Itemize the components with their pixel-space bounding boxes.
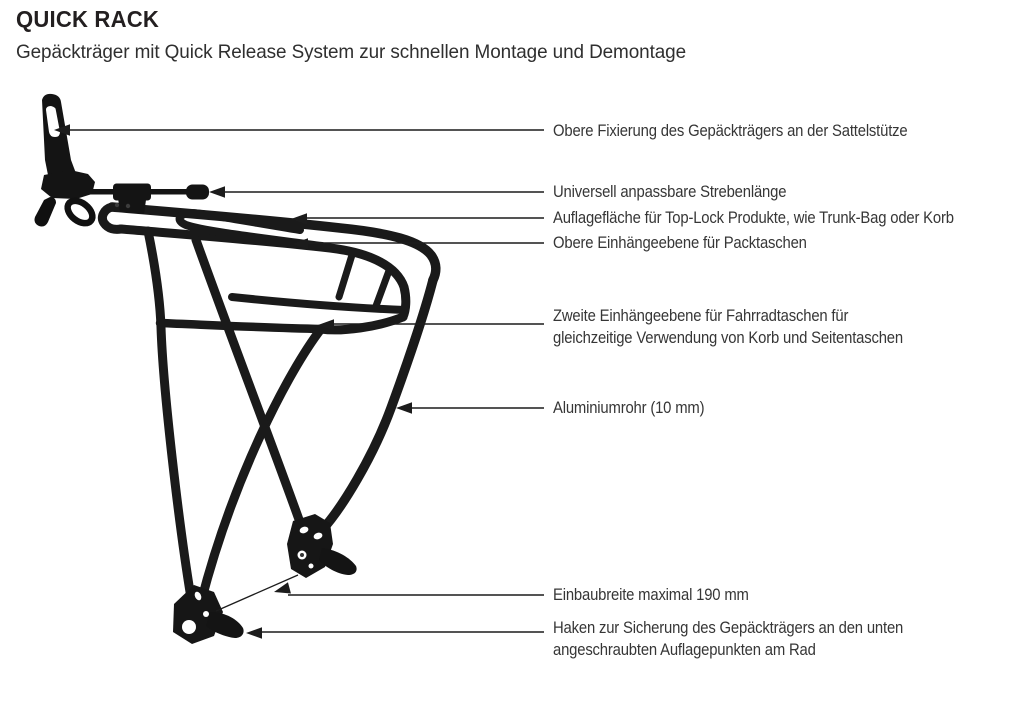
arrowhead-2 bbox=[209, 186, 225, 198]
strut-end-cap bbox=[186, 185, 209, 200]
strut-deck-clamp bbox=[118, 198, 146, 214]
rear-dropout bbox=[287, 514, 357, 578]
fan-strut-1 bbox=[339, 255, 352, 297]
page-subtitle: Gepäckträger mit Quick Release System zur schnellen Montage und Demontage bbox=[16, 41, 686, 63]
front-leg-tube bbox=[148, 231, 191, 598]
callout-leader-7 bbox=[272, 582, 544, 597]
callout-leader-8 bbox=[246, 627, 544, 639]
callout-label-second-hanging-level bbox=[553, 305, 903, 349]
callout-text: Einbaubreite maximal 190 mm bbox=[553, 586, 749, 604]
callout-text: Aluminiumrohr (10 mm) bbox=[553, 399, 705, 417]
seatpost-clamp bbox=[35, 94, 210, 228]
callout-text: Zweite Einhängeebene für Fahrradtaschen für bbox=[553, 307, 849, 325]
strut-sleeve bbox=[113, 184, 151, 201]
rear-plate-bolt-center bbox=[300, 553, 304, 557]
rear-plate-hole-3 bbox=[309, 564, 314, 569]
callout-label-toplock-surface bbox=[553, 207, 954, 229]
front-plate-hole-large bbox=[182, 620, 196, 634]
callout-text-line2: gleichzeitige Verwendung von Korb und Seitentaschen bbox=[553, 329, 903, 347]
callout-label-upper-hanging-level bbox=[553, 232, 807, 254]
callout-label-strut-length bbox=[553, 181, 786, 203]
page-title: QUICK RACK bbox=[16, 6, 159, 32]
callout-label-aluminium-tube bbox=[553, 397, 704, 419]
callout-label-securing-hooks bbox=[553, 617, 903, 661]
callout-leader-1 bbox=[54, 124, 544, 136]
callout-text: Obere Fixierung des Gepäckträgers an der Sattelstütze bbox=[553, 122, 908, 140]
clamp-bolt-2 bbox=[126, 204, 130, 208]
arrowhead-6 bbox=[396, 402, 412, 414]
callout-text: Auflagefläche für Top-Lock Produkte, wie Trunk-Bag oder Korb bbox=[553, 209, 954, 227]
fan-strut-2 bbox=[376, 268, 390, 306]
callout-text: Universell anpassbare Strebenlänge bbox=[553, 183, 787, 201]
callout-label-installation-width bbox=[553, 584, 749, 606]
callout-leader-6 bbox=[396, 402, 544, 414]
front-plate-hole-small bbox=[203, 611, 209, 617]
callout-leader-2 bbox=[209, 186, 544, 198]
clamp-strap-ring bbox=[63, 196, 96, 227]
second-hanging-rail bbox=[160, 323, 321, 329]
clamp-hub bbox=[41, 170, 95, 199]
arrowhead-8 bbox=[246, 627, 262, 639]
rear-dropout-plate bbox=[287, 514, 333, 578]
callout-text: Obere Einhängeebene für Packtaschen bbox=[553, 234, 807, 252]
rear-leg-tube bbox=[322, 280, 433, 530]
clamp-lever bbox=[35, 197, 57, 227]
front-dropout bbox=[173, 585, 244, 644]
clamp-bolt-1 bbox=[115, 203, 119, 207]
rack-frame bbox=[102, 207, 435, 602]
callout-text-line2: angeschraubten Auflagepunkten am Rad bbox=[553, 641, 816, 659]
callout-text: Haken zur Sicherung des Gepäckträgers an den unten bbox=[553, 619, 904, 637]
rear-hook bbox=[319, 548, 357, 575]
callout-label-seatpost-fixation bbox=[553, 120, 907, 142]
